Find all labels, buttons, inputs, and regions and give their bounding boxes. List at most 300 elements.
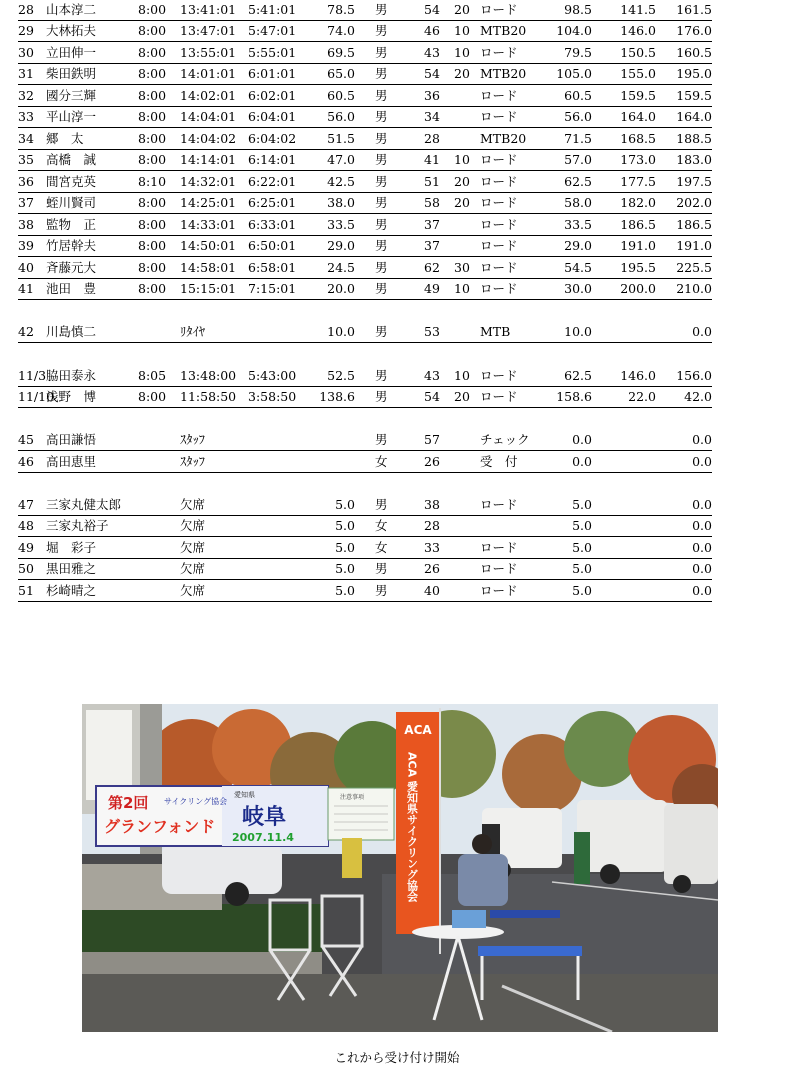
table-row [18,322,712,343]
cell-sex: 男 [375,131,388,146]
cell-name: 堀 彩子 [46,540,97,555]
cell-p2: 186.5 [620,217,656,232]
cell-start: 8:00 [138,389,167,404]
cell-cls: 10 [454,152,470,167]
cell-total: 161.5 [676,2,712,17]
cell-name: 三家丸健太郎 [46,497,122,512]
table-row [18,452,712,473]
cell-p2: 155.0 [620,66,656,81]
table-row [18,64,712,85]
cell-time: 5:41:01 [248,2,297,17]
cell-pts: 10.0 [564,324,592,339]
cell-age: 33 [424,540,440,555]
cell-age: 54 [424,2,440,17]
table-row [18,279,712,300]
cell-age: 53 [424,324,440,339]
cell-finish: 13:48:00 [180,368,237,383]
cell-sex: 男 [375,260,388,275]
cell-no: 11/10 [18,389,55,404]
cell-p2: 200.0 [620,281,656,296]
cell-bike: ロード [480,540,518,555]
photo-caption: これから受け付け開始 [334,1050,460,1065]
cell-age: 36 [424,88,440,103]
cell-start: 8:10 [138,174,167,189]
cell-dist: 5.0 [335,518,355,533]
cell-total: 0.0 [692,540,712,555]
cell-bike: ロード [480,281,518,296]
cell-sex: 男 [375,66,388,81]
cell-start: 8:00 [138,217,167,232]
cell-name: 平山淳一 [46,109,97,124]
cell-finish: 13:55:01 [180,45,237,60]
cell-age: 54 [424,389,440,404]
cell-finish: 欠席 [180,497,206,512]
cell-time: 6:01:01 [248,66,297,81]
cell-p2: 195.5 [620,260,656,275]
cell-total: 0.0 [692,497,712,512]
cell-name: 川島慎二 [46,324,97,339]
cell-pts: 5.0 [572,518,592,533]
cell-age: 54 [424,66,440,81]
cell-p2: 159.5 [620,88,656,103]
cell-dist: 33.5 [327,217,355,232]
cell-pts: 5.0 [572,497,592,512]
cell-age: 57 [424,432,440,447]
cell-total: 159.5 [676,88,712,103]
cell-no: 37 [18,195,34,210]
cell-finish: ﾘﾀｲﾔ [180,324,206,339]
cell-finish: 欠席 [180,561,206,576]
cell-bike: 受 付 [480,454,518,469]
cell-total: 156.0 [676,368,712,383]
cell-finish: 14:14:01 [180,152,237,167]
cell-age: 43 [424,45,440,60]
cell-total: 225.5 [676,260,712,275]
cell-finish: 14:02:01 [180,88,237,103]
cell-age: 37 [424,217,440,232]
cell-cls: 30 [454,260,470,275]
cell-dist: 47.0 [327,152,355,167]
cell-name: 間宮克英 [46,174,97,189]
cell-time: 6:58:01 [248,260,297,275]
cell-finish: 欠席 [180,583,206,598]
cell-finish: 欠席 [180,540,206,555]
cell-total: 186.5 [676,217,712,232]
cell-no: 31 [18,66,34,81]
cell-start: 8:00 [138,195,167,210]
cell-dist: 74.0 [327,23,355,38]
cell-dist: 20.0 [327,281,355,296]
cell-age: 62 [424,260,440,275]
banner-association: サイクリング協会 [164,797,228,806]
cell-pts: 30.0 [564,281,592,296]
cell-start: 8:05 [138,368,167,383]
cell-start: 8:00 [138,88,167,103]
cell-pts: 57.0 [564,152,592,167]
cell-dist: 38.0 [327,195,355,210]
svg-text:ACA: ACA [404,723,432,737]
cell-pts: 98.5 [564,2,592,17]
cell-sex: 男 [375,561,388,576]
cell-start: 8:00 [138,131,167,146]
cell-p2: 168.5 [620,131,656,146]
cell-p2: 150.5 [620,45,656,60]
cell-finish: 15:15:01 [180,281,237,296]
cell-sex: 男 [375,389,388,404]
cell-bike: ロード [480,109,518,124]
cell-age: 41 [424,152,440,167]
cell-name: 池田 豊 [46,281,97,296]
cell-p2: 177.5 [620,174,656,189]
cell-p2: 146.0 [620,23,656,38]
cell-sex: 男 [375,583,388,598]
cell-dist: 5.0 [335,583,355,598]
cell-dist: 5.0 [335,540,355,555]
cell-time: 5:47:01 [248,23,297,38]
cell-age: 43 [424,368,440,383]
cell-no: 51 [18,583,34,598]
cell-p2: 22.0 [628,389,656,404]
cell-bike: ロード [480,583,518,598]
cell-total: 202.0 [676,195,712,210]
cell-name: 高田謙悟 [46,432,97,447]
cell-sex: 男 [375,195,388,210]
cell-age: 49 [424,281,440,296]
cell-no: 35 [18,152,34,167]
cell-sex: 女 [375,518,388,533]
cell-dist: 78.5 [327,2,355,17]
cell-dist: 5.0 [335,561,355,576]
cell-total: 164.0 [676,109,712,124]
cell-name: 國分三輝 [46,88,97,103]
cell-sex: 男 [375,497,388,512]
cell-time: 6:33:01 [248,217,297,232]
cell-time: 6:04:01 [248,109,297,124]
cell-no: 47 [18,497,34,512]
cell-pts: 5.0 [572,540,592,555]
cell-pts: 54.5 [564,260,592,275]
cell-start: 8:00 [138,260,167,275]
cell-cls: 20 [454,2,470,17]
cell-bike: ロード [480,2,518,17]
cell-name: 立田伸一 [46,45,97,60]
cell-pts: 105.0 [556,66,592,81]
cell-pts: 158.6 [556,389,592,404]
cell-name: 柴田鉄明 [46,66,97,81]
cell-bike: ロード [480,45,518,60]
cell-cls: 10 [454,45,470,60]
cell-name: 高田恵里 [46,454,97,469]
cell-p2: 182.0 [620,195,656,210]
table-row [18,43,712,64]
cell-time: 5:43:00 [248,368,297,383]
cell-start: 8:00 [138,2,167,17]
table-row [18,516,712,537]
cell-name: 蛭川賢司 [46,195,97,210]
banner-city: 岐阜 [242,805,287,830]
cell-sex: 男 [375,432,388,447]
cell-pts: 71.5 [564,131,592,146]
cell-no: 32 [18,88,34,103]
cell-no: 11/3 [18,368,47,383]
cell-total: 210.0 [676,281,712,296]
cell-age: 28 [424,518,440,533]
cell-sex: 女 [375,454,388,469]
cell-p2: 164.0 [620,109,656,124]
cell-bike: ロード [480,389,518,404]
cell-finish: 13:47:01 [180,23,237,38]
cell-age: 40 [424,583,440,598]
cell-time: 6:22:01 [248,174,297,189]
cell-no: 45 [18,432,34,447]
cell-sex: 男 [375,88,388,103]
table-row [18,387,712,408]
table-row [18,581,712,602]
cell-name: 三家丸裕子 [46,518,109,533]
table-row [18,258,712,279]
table-row [18,107,712,128]
cell-total: 183.0 [676,152,712,167]
cell-time: 6:02:01 [248,88,297,103]
cell-no: 41 [18,281,34,296]
cell-name: 山本淳二 [46,2,97,17]
cell-pts: 62.5 [564,174,592,189]
cell-dist: 24.5 [327,260,355,275]
cell-dist: 51.5 [327,131,355,146]
banner-prefecture: 愛知県 [234,791,255,799]
table-row [18,172,712,193]
cell-cls: 10 [454,281,470,296]
cell-total: 0.0 [692,518,712,533]
cell-sex: 男 [375,152,388,167]
cell-finish: 14:04:01 [180,109,237,124]
cell-pts: 29.0 [564,238,592,253]
cell-time: 5:55:01 [248,45,297,60]
cell-p2: 146.0 [620,368,656,383]
cell-sex: 男 [375,217,388,232]
cell-no: 40 [18,260,34,275]
cell-age: 46 [424,23,440,38]
cell-dist: 65.0 [327,66,355,81]
cell-bike: MTB [480,324,511,339]
cell-start: 8:00 [138,45,167,60]
table-row [18,86,712,107]
cell-pts: 79.5 [564,45,592,60]
cell-total: 191.0 [676,238,712,253]
cell-age: 51 [424,174,440,189]
cell-finish: 欠席 [180,518,206,533]
cell-time: 6:25:01 [248,195,297,210]
cell-no: 30 [18,45,34,60]
cell-no: 36 [18,174,34,189]
cell-no: 33 [18,109,34,124]
cell-bike: ロード [480,238,518,253]
cell-dist: 10.0 [327,324,355,339]
cell-start: 8:00 [138,281,167,296]
cell-bike: MTB20 [480,66,527,81]
cell-total: 197.5 [676,174,712,189]
cell-total: 0.0 [692,583,712,598]
cell-sex: 男 [375,368,388,383]
cell-time: 6:14:01 [248,152,297,167]
cell-sex: 男 [375,174,388,189]
cell-total: 0.0 [692,454,712,469]
cell-pts: 33.5 [564,217,592,232]
cell-finish: 14:50:01 [180,238,237,253]
cell-cls: 10 [454,368,470,383]
cell-age: 26 [424,454,440,469]
cell-name: 郷 太 [46,131,84,146]
table-row [18,129,712,150]
cell-total: 195.0 [676,66,712,81]
cell-dist: 56.0 [327,109,355,124]
cell-bike: MTB20 [480,131,527,146]
flag-text: ACA 愛知県サイクリング協会 [405,752,419,902]
table-row [18,538,712,559]
cell-age: 34 [424,109,440,124]
notice-title: 注意事項 [340,794,365,801]
banner-edition: 第2回 [108,794,149,812]
cell-finish: 13:41:01 [180,2,237,17]
cell-pts: 0.0 [572,454,592,469]
cell-dist: 42.5 [327,174,355,189]
cell-time: 3:58:50 [248,389,297,404]
cell-total: 0.0 [692,432,712,447]
cell-no: 49 [18,540,34,555]
cell-age: 58 [424,195,440,210]
cell-finish: ｽﾀｯﾌ [180,454,206,469]
cell-pts: 60.5 [564,88,592,103]
cell-cls: 20 [454,389,470,404]
cell-bike: ロード [480,260,518,275]
cell-bike: ロード [480,561,518,576]
cell-bike: ロード [480,217,518,232]
table-row [18,430,712,451]
cell-p2: 141.5 [620,2,656,17]
cell-cls: 20 [454,66,470,81]
cell-name: 監物 正 [46,217,97,232]
cell-finish: 14:58:01 [180,260,237,275]
cell-finish: 14:33:01 [180,217,237,232]
table-row [18,21,712,42]
cell-bike: ロード [480,195,518,210]
banner-date: 2007.11.4 [232,831,294,844]
cell-cls: 10 [454,23,470,38]
cell-no: 50 [18,561,34,576]
cell-sex: 男 [375,281,388,296]
event-photo-image [82,704,718,1032]
table-row [18,236,712,257]
cell-age: 38 [424,497,440,512]
cell-no: 39 [18,238,34,253]
cell-no: 38 [18,217,34,232]
cell-start: 8:00 [138,109,167,124]
cell-total: 0.0 [692,324,712,339]
cell-pts: 5.0 [572,583,592,598]
cell-bike: ロード [480,152,518,167]
cell-p2: 191.0 [620,238,656,253]
table-row [18,0,712,21]
cell-pts: 104.0 [556,23,592,38]
cell-no: 34 [18,131,34,146]
cell-total: 160.5 [676,45,712,60]
cell-name: 黒田雅之 [46,561,97,576]
cell-time: 7:15:01 [248,281,297,296]
cell-total: 176.0 [676,23,712,38]
cell-start: 8:00 [138,152,167,167]
cell-name: 大林拓夫 [46,23,97,38]
cell-sex: 女 [375,540,388,555]
cell-name: 竹居幹夫 [46,238,97,253]
cell-bike: MTB20 [480,23,527,38]
cell-age: 28 [424,131,440,146]
cell-total: 188.5 [676,131,712,146]
cell-bike: チェック [480,432,530,447]
cell-name: 浅野 博 [46,389,97,404]
cell-cls: 20 [454,195,470,210]
cell-no: 42 [18,324,34,339]
cell-dist: 29.0 [327,238,355,253]
cell-sex: 男 [375,238,388,253]
cell-start: 8:00 [138,238,167,253]
cell-dist: 5.0 [335,497,355,512]
cell-time: 6:50:01 [248,238,297,253]
cell-dist: 60.5 [327,88,355,103]
cell-pts: 5.0 [572,561,592,576]
cell-bike: ロード [480,88,518,103]
cell-pts: 62.5 [564,368,592,383]
cell-name: 高橋 誠 [46,152,97,167]
cell-name: 杉崎晴之 [46,583,97,598]
cell-finish: 14:32:01 [180,174,237,189]
cell-sex: 男 [375,23,388,38]
cell-bike: ロード [480,174,518,189]
table-row [18,193,712,214]
cell-bike: ロード [480,497,518,512]
cell-pts: 56.0 [564,109,592,124]
cell-age: 37 [424,238,440,253]
cell-cls: 20 [454,174,470,189]
cell-p2: 173.0 [620,152,656,167]
cell-start: 8:00 [138,66,167,81]
table-row [18,495,712,516]
cell-finish: 14:25:01 [180,195,237,210]
table-row [18,366,712,387]
table-row [18,559,712,580]
cell-sex: 男 [375,324,388,339]
cell-pts: 58.0 [564,195,592,210]
cell-dist: 52.5 [327,368,355,383]
cell-name: 斉藤元大 [46,260,97,275]
cell-no: 48 [18,518,34,533]
cell-bike: ロード [480,368,518,383]
table-row [18,150,712,171]
table-row [18,215,712,236]
cell-total: 0.0 [692,561,712,576]
cell-sex: 男 [375,45,388,60]
banner-title: グランフォンド [104,817,216,836]
cell-finish: 14:01:01 [180,66,237,81]
event-photo [82,704,718,1032]
cell-time: 6:04:02 [248,131,297,146]
cell-total: 42.0 [684,389,712,404]
cell-dist: 138.6 [319,389,355,404]
cell-name: 脇田泰永 [46,368,97,383]
cell-pts: 0.0 [572,432,592,447]
cell-no: 28 [18,2,34,17]
cell-sex: 男 [375,109,388,124]
cell-finish: ｽﾀｯﾌ [180,432,206,447]
